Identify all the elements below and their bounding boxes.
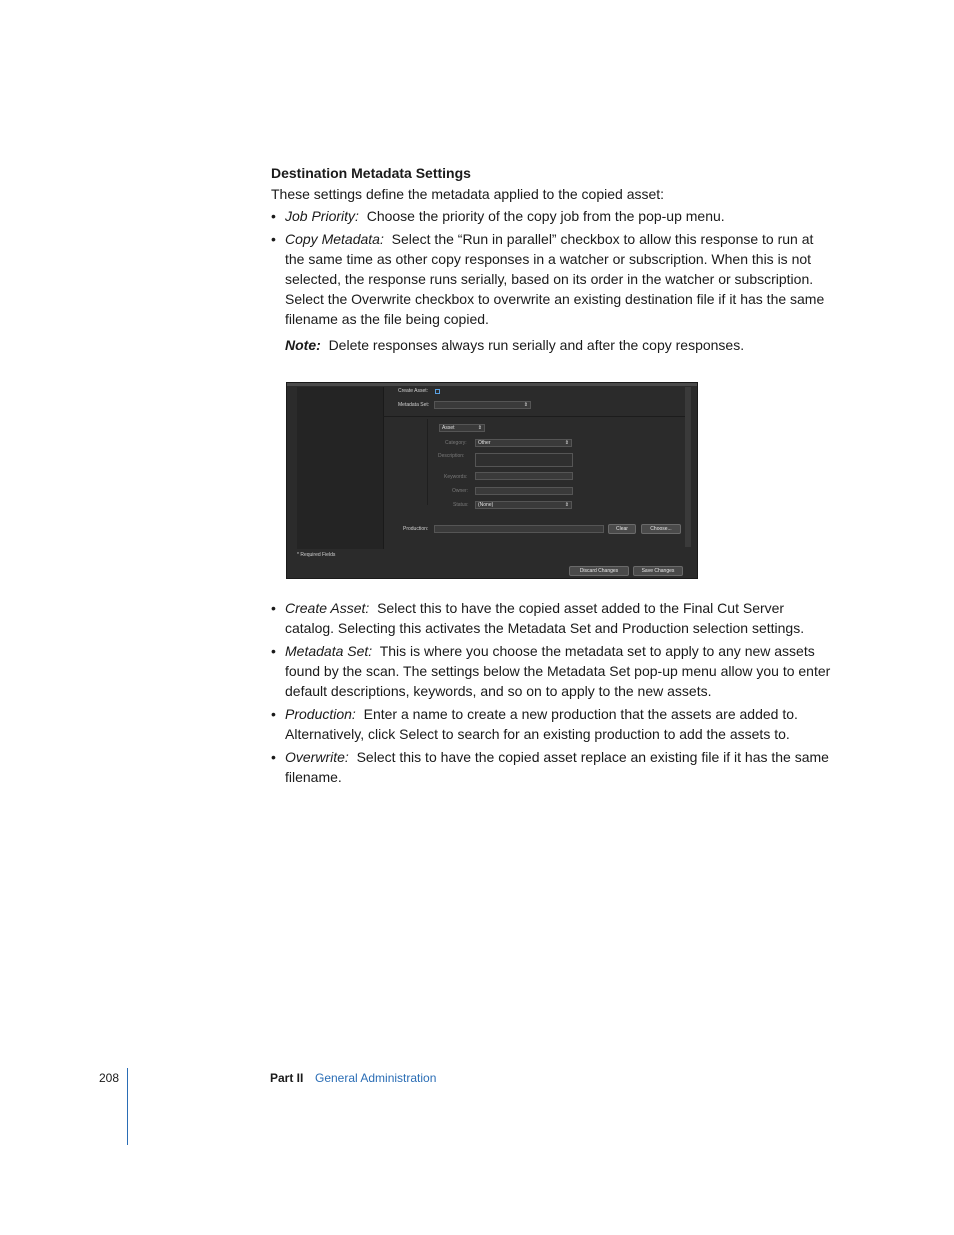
list-item-term: Copy Metadata: bbox=[285, 231, 384, 247]
list-item bbox=[271, 598, 831, 638]
screenshot-divider bbox=[383, 416, 685, 417]
field-descriptions bbox=[271, 598, 831, 790]
bullet-icon: • bbox=[271, 600, 276, 616]
list-item-text: Select this to have the copied asset added to the Final Cut Server catalog. Selecting this activates the Metadata Set and Production selection settings. bbox=[285, 600, 805, 636]
note-text: Delete responses always run serially and after the copy responses. bbox=[328, 337, 745, 353]
list-item-term: Metadata Set: bbox=[285, 643, 373, 659]
clear-button: Clear bbox=[608, 524, 636, 534]
footer-part: Part II bbox=[270, 1071, 304, 1085]
chevron-updown-icon: ⇕ bbox=[477, 425, 482, 431]
list-item-text: Select the “Run in parallel” checkbox to allow this response to run at the same time as other copy responses in a watcher or subscription. When this is not selected, the response runs serially, based on its order in the watcher or subscription. Select the Overwrite checkbox to overwrite an existing destination file if it has the same filename as the file being copied. bbox=[285, 231, 825, 327]
note-paragraph bbox=[285, 335, 831, 355]
settings-list-before bbox=[271, 206, 831, 329]
description-field bbox=[475, 453, 573, 467]
production-label: Production: bbox=[403, 526, 429, 532]
section-heading: Destination Metadata Settings bbox=[271, 165, 471, 181]
category-select bbox=[475, 439, 572, 447]
footer-section-link[interactable]: General Administration bbox=[315, 1071, 437, 1085]
list-item bbox=[271, 747, 831, 787]
screenshot-scrollbar bbox=[685, 387, 691, 547]
bullet-icon: • bbox=[271, 706, 276, 722]
list-item-term: Production: bbox=[285, 706, 356, 722]
list-item-text: Enter a name to create a new production that the assets are added to. Alternatively, click Select to search for an existing production to add the assets to. bbox=[285, 706, 798, 742]
settings-screenshot bbox=[286, 382, 698, 579]
note-term: Note: bbox=[285, 337, 321, 353]
list-item-term: Overwrite: bbox=[285, 749, 349, 765]
metadata-set-label: Metadata Set: bbox=[398, 402, 430, 408]
list-item bbox=[271, 641, 831, 701]
settings-list-after bbox=[271, 598, 831, 787]
owner-label: Owner: bbox=[452, 488, 469, 494]
main-content bbox=[271, 163, 831, 355]
list-item-term: Create Asset: bbox=[285, 600, 370, 616]
status-label: Status: bbox=[453, 502, 469, 508]
metadata-set-select bbox=[434, 401, 531, 409]
production-field bbox=[434, 525, 604, 533]
save-changes-button: Save Changes bbox=[633, 566, 683, 576]
list-item-term: Job Priority: bbox=[285, 208, 359, 224]
footer-divider bbox=[127, 1068, 128, 1145]
chevron-updown-icon: ⇕ bbox=[564, 440, 569, 446]
asset-type-value: Asset bbox=[442, 425, 455, 431]
bullet-icon: • bbox=[271, 208, 276, 224]
chevron-updown-icon: ⇕ bbox=[564, 502, 569, 508]
keywords-field bbox=[475, 472, 573, 480]
asset-type-select bbox=[439, 424, 485, 432]
required-fields-note: * Required Fields bbox=[297, 552, 336, 558]
list-item-text: Select this to have the copied asset replace an existing file if it has the same filename. bbox=[285, 749, 829, 785]
page-number: 208 bbox=[99, 1071, 120, 1085]
bullet-icon: • bbox=[271, 643, 276, 659]
status-select bbox=[475, 501, 572, 509]
keywords-label: Keywords: bbox=[444, 474, 468, 480]
screenshot-left-column bbox=[297, 387, 384, 549]
create-asset-checkbox bbox=[435, 389, 440, 394]
list-item bbox=[271, 704, 831, 744]
screenshot-top-bar bbox=[287, 383, 697, 386]
list-item bbox=[271, 206, 831, 226]
status-value: (None) bbox=[478, 502, 494, 508]
create-asset-label: Create Asset: bbox=[398, 388, 429, 394]
intro-paragraph: These settings define the metadata applied to the copied asset: bbox=[271, 186, 665, 202]
list-item-text: This is where you choose the metadata set to apply to any new assets found by the scan. The settings below the Metadata Set pop-up menu allow you to enter default descriptions, keywords, and so on to apply to the new assets. bbox=[285, 643, 831, 699]
chevron-updown-icon: ⇕ bbox=[523, 402, 528, 408]
list-item-text: Choose the priority of the copy job from the pop-up menu. bbox=[366, 208, 725, 224]
description-label: Description: bbox=[438, 453, 465, 459]
category-value: Other bbox=[478, 440, 491, 446]
bullet-icon: • bbox=[271, 231, 276, 247]
owner-field bbox=[475, 487, 573, 495]
choose-button: Choose... bbox=[641, 524, 681, 534]
bullet-icon: • bbox=[271, 749, 276, 765]
discard-changes-button: Discard Changes bbox=[569, 566, 629, 576]
list-item bbox=[271, 229, 831, 329]
category-label: Category: bbox=[445, 440, 467, 446]
